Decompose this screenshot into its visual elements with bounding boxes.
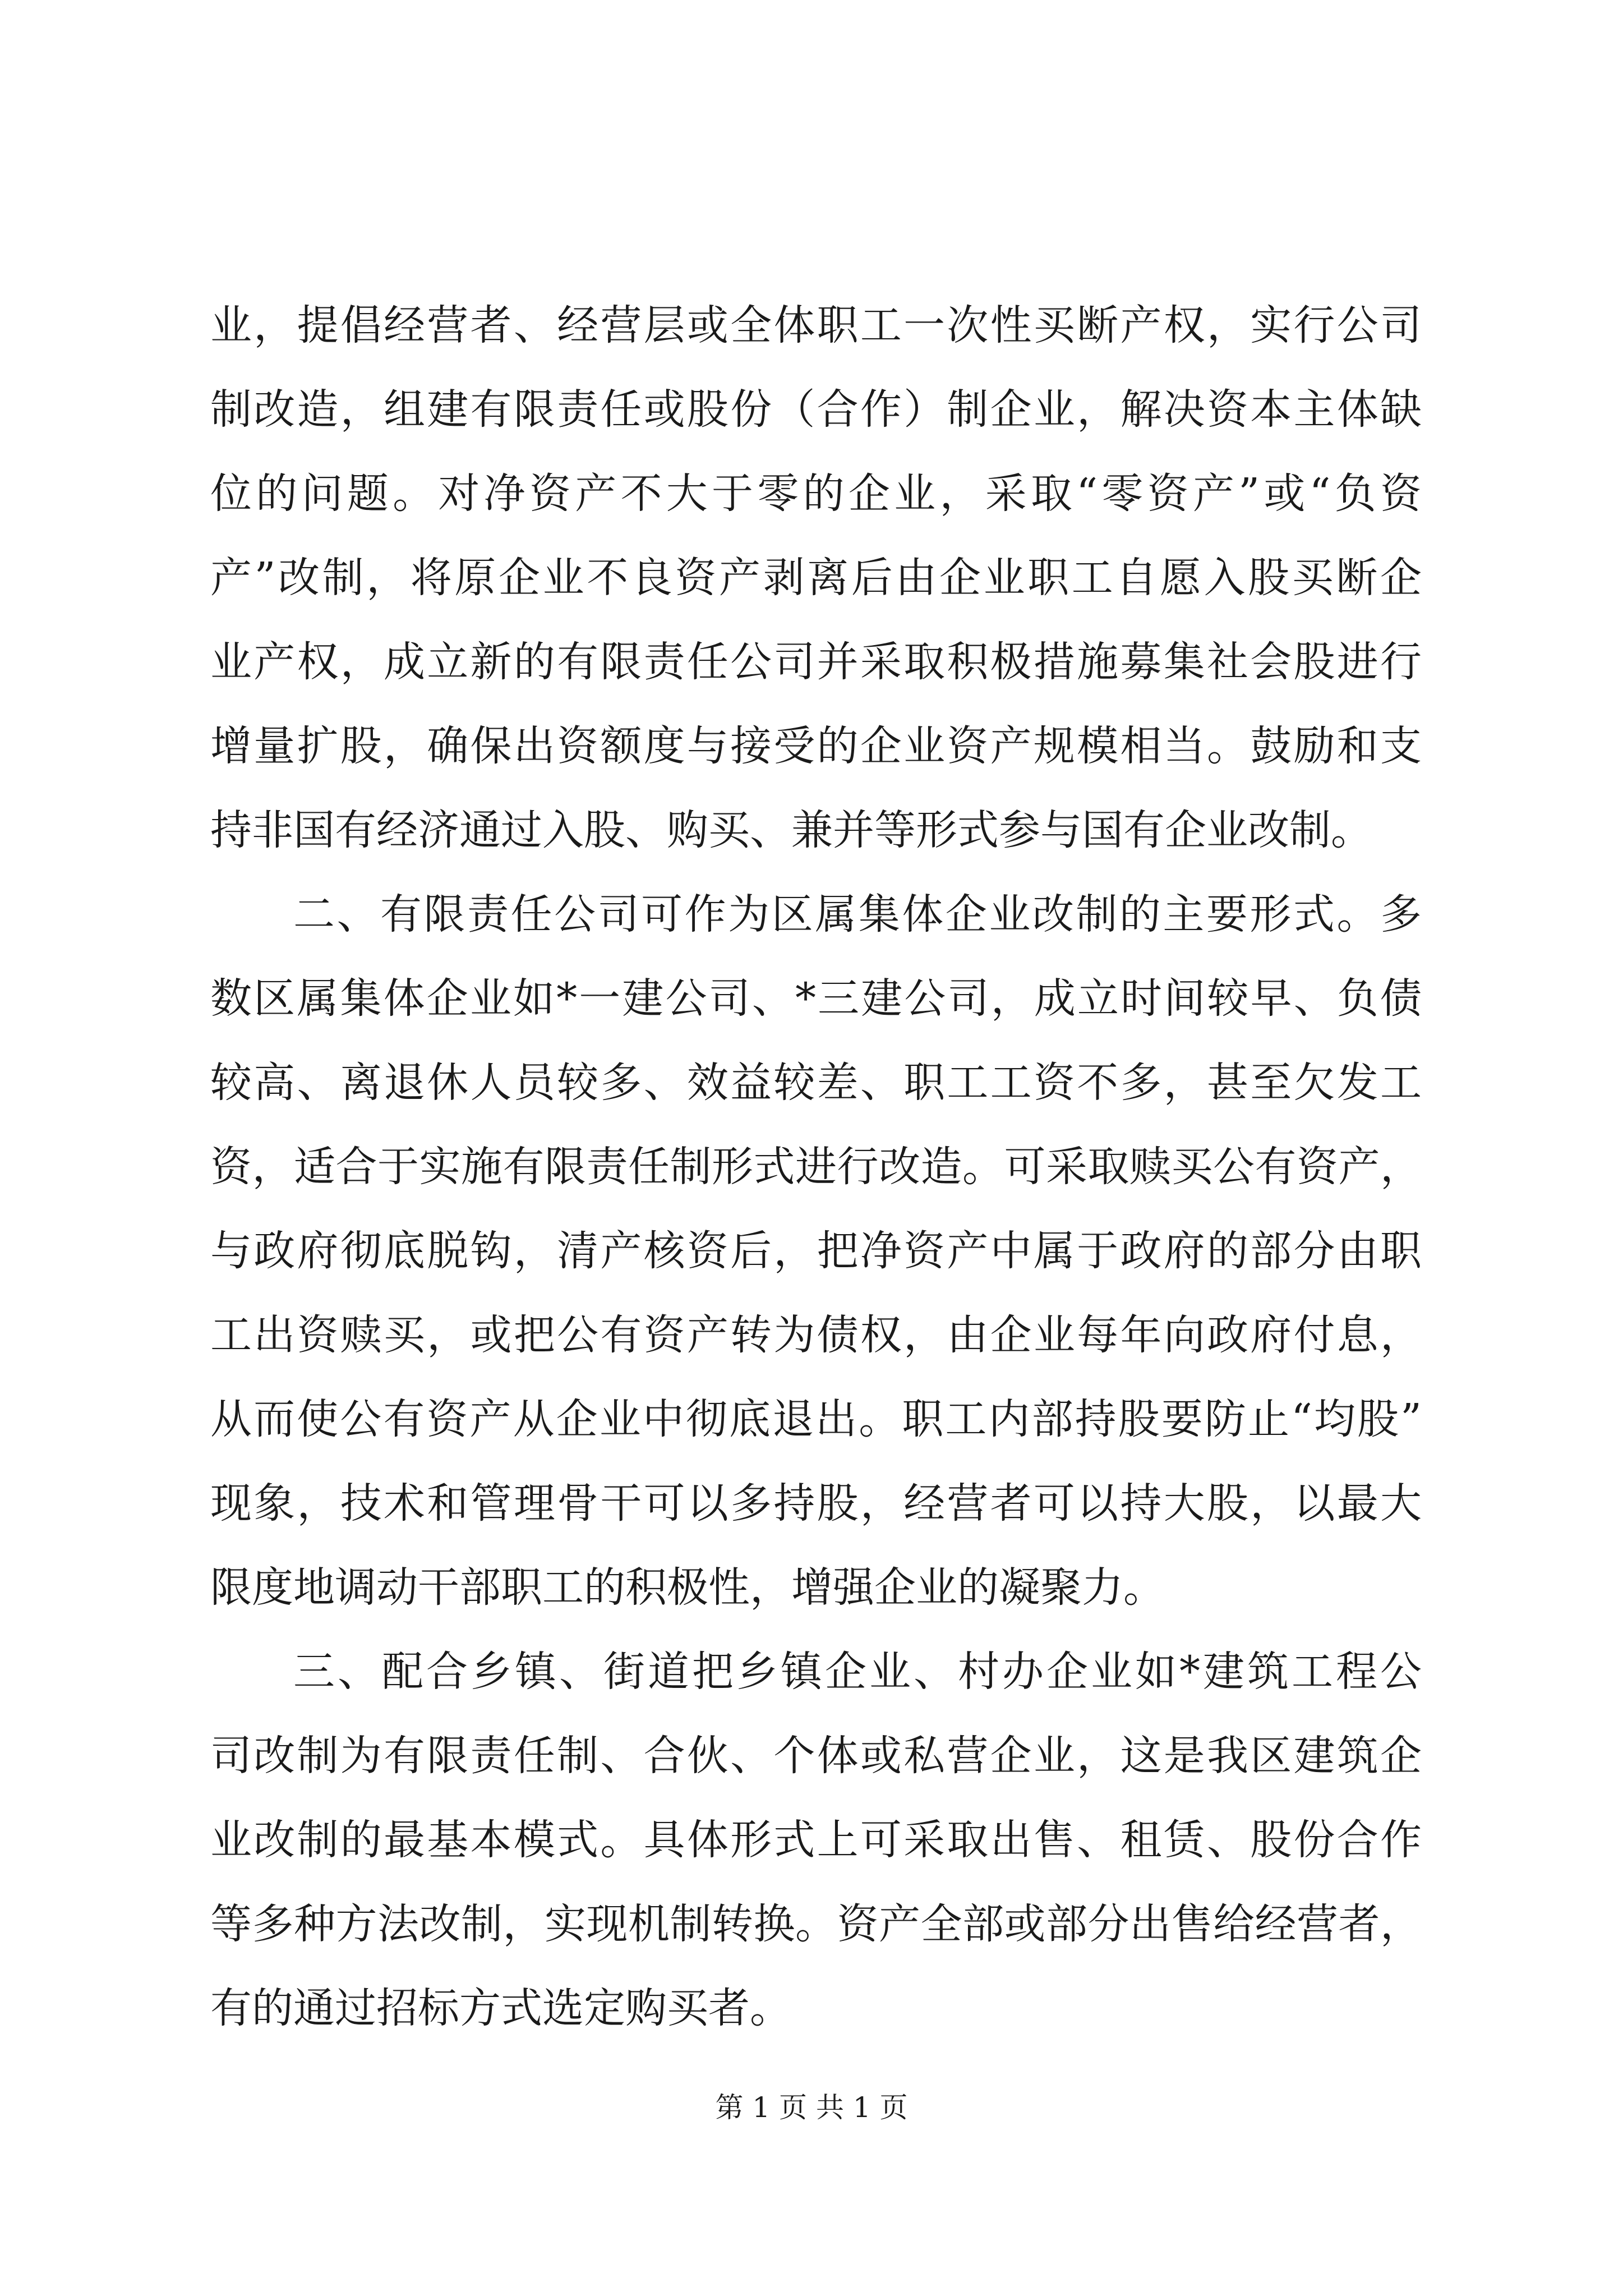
body-text (210, 283, 1422, 2050)
text-line: 限度地调动干部职工的积极性，增强企业的凝聚力。 (210, 1563, 1165, 1612)
text-line: 制改造，组建有限责任或股份（合作）制企业，解决资本主体缺 (210, 385, 1422, 434)
text-line: 较高、离退休人员较多、效益较差、职工工资不多，甚至欠发工 (210, 1059, 1422, 1107)
text-line: 现象，技术和管理骨干可以多持股，经营者可以持大股，以最大 (210, 1479, 1422, 1527)
text-line: 从而使公有资产从企业中彻底退出。职工内部持股要防止“均股” (210, 1395, 1422, 1443)
text-line: 工出资赎买，或把公有资产转为债权，由企业每年向政府付息， (210, 1311, 1422, 1359)
text-line: 数区属集体企业如*一建公司、*三建公司，成立时间较早、负债 (210, 974, 1422, 1023)
paragraph-3-first-line: 三、配合乡镇、街道把乡镇企业、村办企业如*建筑工程公 (293, 1648, 1422, 1696)
text-line: 业产权，成立新的有限责任公司并采取积极措施募集社会股进行 (210, 638, 1422, 686)
text-line: 资，适合于实施有限责任制形式进行改造。可采取赎买公有资产， (210, 1143, 1422, 1191)
text-line: 业，提倡经营者、经营层或全体职工一次性买断产权，实行公司 (210, 301, 1422, 349)
text-line: 产”改制，将原企业不良资产剥离后由企业职工自愿入股买断企 (210, 554, 1422, 602)
text-line: 与政府彻底脱钩，清产核资后，把净资产中属于政府的部分由职 (210, 1227, 1422, 1275)
text-line: 司改制为有限责任制、合伙、个体或私营企业，这是我区建筑企 (210, 1732, 1422, 1780)
page-footer: 第 1 页 共 1 页 (715, 2091, 908, 2124)
text-line: 等多种方法改制，实现机制转换。资产全部或部分出售给经营者， (210, 1900, 1422, 1948)
text-line: 业改制的最基本模式。具体形式上可采取出售、租赁、股份合作 (210, 1816, 1422, 1864)
text-line: 位的问题。对净资产不大于零的企业，采取“零资产”或“负资 (210, 470, 1422, 518)
text-line: 增量扩股，确保出资额度与接受的企业资产规模相当。鼓励和支 (210, 722, 1422, 770)
text-line: 持非国有经济通过入股、购买、兼并等形式参与国有企业改制。 (210, 806, 1372, 854)
text-line: 有的通过招标方式选定购买者。 (210, 1984, 791, 2032)
paragraph-2-first-line: 二、有限责任公司可作为区属集体企业改制的主要形式。多 (293, 890, 1422, 938)
